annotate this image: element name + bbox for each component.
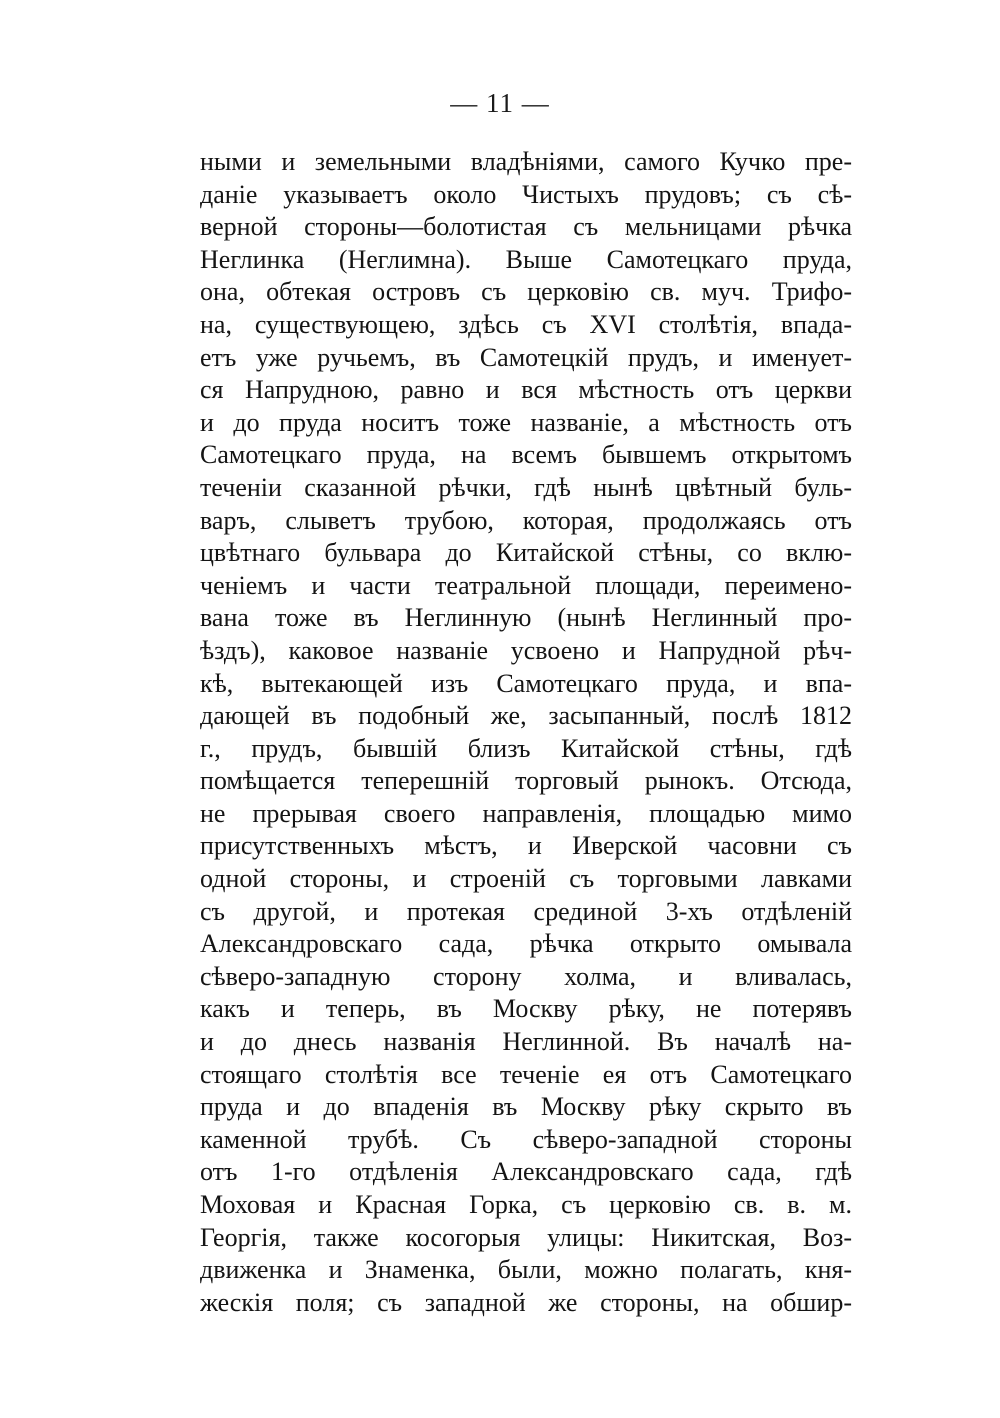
text-line: пруда и до впаденія въ Москву рѣку скрыто въ (200, 1092, 852, 1122)
text-line: ными и земельными владѣніями, самого Кучко пре- (200, 147, 852, 176)
text-line: Самотецкаго пруда, на всемъ бывшемъ открытомъ (200, 440, 852, 470)
text-line: дающей въ подобный же, засыпанный, послѣ 1812 (200, 701, 852, 731)
text-line: даніе указываетъ около Чистыхъ прудовъ; съ сѣ- (200, 179, 852, 209)
text-line: ся Напрудною, равно и вся мѣстность отъ церкви (200, 375, 852, 405)
text-line: етъ уже ручьемъ, въ Самотецкій прудъ, и именует- (200, 342, 852, 372)
text-line: г., прудъ, бывшій близъ Китайской стѣны, гдѣ (200, 733, 852, 763)
text-line: ѣздъ), каковое названіе усвоено и Напрудной рѣч- (200, 635, 852, 665)
text-line: сѣверо-западную сторону холма, и вливалась, (200, 961, 852, 991)
text-line: отъ 1-го отдѣленія Александровскаго сада, гдѣ (200, 1157, 852, 1187)
text-line: ченіемъ и части театральной площади, переимено- (200, 570, 852, 600)
page-number: — 11 — (450, 88, 550, 118)
text-line: присутственныхъ мѣстъ, и Иверской часовни съ (200, 831, 852, 861)
body-text (200, 146, 852, 1319)
text-line: Неглинка (Неглимна). Выше Самотецкаго пруда, (200, 244, 852, 274)
text-line: верной стороны—болотистая съ мельницами рѣчка (200, 212, 852, 242)
text-line: Георгія, также косогорыя улицы: Никитская, Воз- (200, 1222, 852, 1252)
text-line: вана тоже въ Неглинную (нынѣ Неглинный про- (200, 603, 852, 633)
text-line: движенка и Знаменка, были, можно полагать, кня- (200, 1255, 852, 1285)
text-line: стоящаго столѣтія все теченіе ея отъ Самотецкаго (200, 1059, 852, 1089)
text-line: цвѣтнаго бульвара до Китайской стѣны, со вклю- (200, 538, 852, 568)
text-line: помѣщается теперешній торговый рынокъ. Отсюда, (200, 766, 852, 796)
text-line: съ другой, и протекая срединой 3-хъ отдѣленій (200, 896, 852, 926)
text-line: какъ и теперь, въ Москву рѣку, не потерявъ (200, 994, 852, 1024)
text-line: она, обтекая островъ съ церковію св. муч. Трифо- (200, 277, 852, 307)
text-line: варъ, слыветъ трубою, которая, продолжаясь отъ (200, 505, 852, 535)
text-line: каменной трубѣ. Съ сѣверо-западной стороны (200, 1124, 852, 1154)
text-line: Моховая и Красная Горка, съ церковію св. в. м. (200, 1190, 852, 1219)
text-line: кѣ, вытекающей изъ Самотецкаго пруда, и впа- (200, 668, 852, 698)
text-line: на, существующею, здѣсь съ XVI столѣтія, впада- (200, 309, 852, 339)
text-line: и до пруда носитъ тоже названіе, а мѣстность отъ (200, 407, 852, 437)
text-line: не прерывая своего направленія, площадью мимо (200, 798, 852, 828)
text-line: и до днесь названія Неглинной. Въ началѣ на- (200, 1027, 852, 1057)
text-line: теченіи сказанной рѣчки, гдѣ нынѣ цвѣтный буль- (200, 472, 852, 502)
text-line: жескія поля; съ западной же стороны, на обшир- (200, 1287, 852, 1317)
text-line: одной стороны, и строеній съ торговыми лавками (200, 864, 852, 894)
text-line: Александровскаго сада, рѣчка открыто омывала (200, 929, 852, 959)
